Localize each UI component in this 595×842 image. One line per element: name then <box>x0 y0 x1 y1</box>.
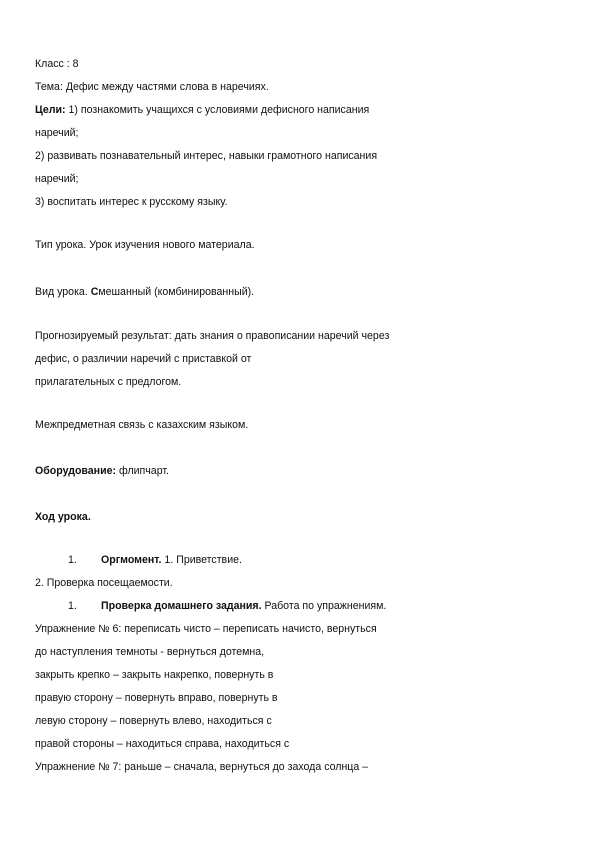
step2-line <box>101 600 386 613</box>
topic-line: Тема: Дефис между частями слова в наречиях. <box>35 81 269 93</box>
exercise-line: закрыть крепко – закрыть накрепко, повернуть в <box>35 669 274 681</box>
grade-line: Класс : 8 <box>35 58 79 70</box>
exercise-line: правую сторону – повернуть вправо, повернуть в <box>35 692 278 704</box>
step1-number: 1. <box>68 554 77 566</box>
expected-result-line-2: дефис, о различии наречий с приставкой от <box>35 353 252 365</box>
expected-result-line-1: Прогнозируемый результат: дать знания о правописании наречий через <box>35 330 390 342</box>
goals-line-1 <box>35 104 369 117</box>
exercise-line: Упражнение № 7: раньше – сначала, вернуться до захода солнца – <box>35 761 369 773</box>
equipment-text: флипчарт. <box>116 465 169 477</box>
interdisciplinary-line: Межпредметная связь с казахским языком. <box>35 419 249 431</box>
exercise-line: левую сторону – повернуть влево, находиться с <box>35 715 272 727</box>
goals-line-2: наречий; <box>35 127 79 139</box>
exercise-line: до наступления темноты - вернуться дотемна, <box>35 646 265 658</box>
exercise-line: правой стороны – находиться справа, находиться с <box>35 738 290 750</box>
goals-label: Цели: <box>35 104 66 116</box>
equipment-line <box>35 465 169 478</box>
goals-line-5: 3) воспитать интерес к русскому языку. <box>35 196 228 208</box>
step2-bold: Проверка домашнего задания. <box>101 600 262 612</box>
expected-result-line-3: прилагательных с предлогом. <box>35 376 182 388</box>
goals-line-3: 2) развивать познавательный интерес, навыки грамотного написания <box>35 150 378 162</box>
step1-text: 1. Приветствие. <box>161 554 242 566</box>
lesson-progress-heading <box>35 511 91 524</box>
step1-line <box>101 554 242 567</box>
lesson-type: Тип урока. Урок изучения нового материала. <box>35 239 255 251</box>
lesson-kind <box>35 286 254 299</box>
goals-text-1: 1) познакомить учащихся с условиями дефисного написания <box>65 104 370 116</box>
step2-number: 1. <box>68 600 77 612</box>
lesson-kind-bold-letter: С <box>90 286 99 298</box>
equipment-label: Оборудование: <box>35 465 117 477</box>
lesson-kind-rest: мешанный (комбинированный). <box>98 286 255 298</box>
exercise-line: Упражнение № 6: переписать чисто – переписать начисто, вернуться <box>35 623 377 635</box>
step2-text: Работа по упражнениям. <box>261 600 387 612</box>
lesson-kind-prefix: Вид урока. <box>35 286 91 298</box>
step1-bold: Оргмомент. <box>101 554 162 566</box>
goals-line-4: наречий; <box>35 173 79 185</box>
lesson-progress-heading-text: Ход урока. <box>35 511 91 523</box>
attendance-line: 2. Проверка посещаемости. <box>35 577 173 589</box>
